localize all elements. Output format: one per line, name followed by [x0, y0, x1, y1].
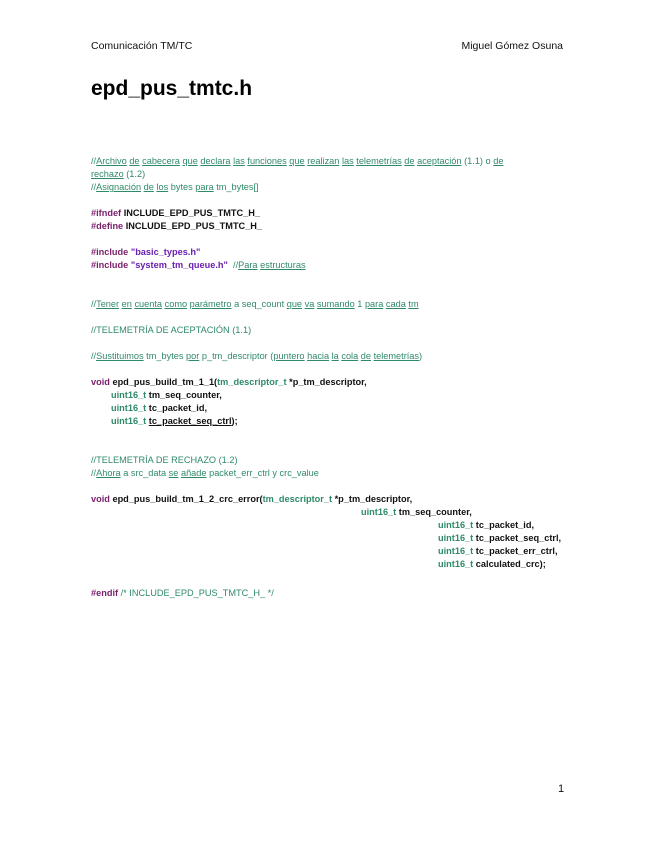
comment-prefix: //: [91, 468, 97, 478]
header-right: Miguel Gómez Osuna: [461, 40, 563, 52]
param-type: uint16_t: [438, 546, 474, 556]
comment-word: que: [289, 156, 305, 166]
comment-text: (1.2): [126, 169, 146, 179]
include-line-2: [91, 259, 306, 272]
param-name: tc_packet_seq_ctrl: [148, 416, 232, 426]
comment-file-description: [91, 155, 503, 168]
page-number: 1: [558, 783, 565, 795]
comment-text: a src_data: [123, 468, 167, 478]
comment-text: bytes: [170, 182, 193, 192]
param-name: calculated_crc);: [475, 559, 546, 569]
guard-name: INCLUDE_EPD_PUS_TMTC_H_: [125, 221, 263, 231]
comment-word: que: [182, 156, 198, 166]
comment-word: para: [195, 182, 214, 192]
param-line: [438, 545, 558, 558]
comment-word: declara: [200, 156, 231, 166]
comment-word: estructuras: [260, 260, 306, 270]
comment-text: p_tm_descriptor (: [201, 351, 274, 361]
param-type: uint16_t: [438, 559, 474, 569]
comment-word: la: [331, 351, 339, 361]
comment-prefix: //: [91, 351, 97, 361]
comment-text: ): [419, 351, 423, 361]
header-left: Comunicación TM/TC: [91, 40, 193, 52]
comment-byte-assignment: [91, 181, 259, 194]
param-type: uint16_t: [111, 390, 147, 400]
comment-text: (1.1) o: [464, 156, 491, 166]
comment-word: funciones: [247, 156, 287, 166]
comment-prefix: //: [91, 156, 97, 166]
comment-word: telemetrías: [356, 156, 402, 166]
include-file: "basic_types.h": [130, 247, 201, 257]
comment-word: va: [304, 299, 315, 309]
param-name: tc_packet_seq_ctrl,: [475, 533, 562, 543]
comment-word: en: [121, 299, 132, 309]
comment-word: puntero: [273, 351, 305, 361]
comment-word: cada: [385, 299, 406, 309]
comment-file-description-cont: [91, 168, 145, 181]
comment-rejection-section: //TELEMETRÍA DE RECHAZO (1.2): [91, 455, 238, 465]
comment-word: de: [404, 156, 415, 166]
comment-word: los: [156, 182, 169, 192]
comment-text: tm_bytes[]: [216, 182, 259, 192]
comment-word: Asignación: [96, 182, 142, 192]
comment-text: tm_bytes: [146, 351, 184, 361]
comment-text: 1: [357, 299, 363, 309]
param-type: tm_descriptor_t: [262, 494, 333, 504]
comment-word: añade: [180, 468, 207, 478]
preprocessor-keyword: #include: [91, 260, 129, 270]
endif-comment: /* INCLUDE_EPD_PUS_TMTC_H_ */: [120, 588, 274, 598]
preprocessor-keyword: #include: [91, 247, 129, 257]
comment-word: Tener: [96, 299, 120, 309]
function-decl-tm-1-2: [91, 493, 412, 506]
param-line: [111, 402, 207, 415]
param-line: [361, 506, 472, 519]
param-line: [438, 519, 534, 532]
comment-prefix: //: [233, 260, 239, 270]
comment-word: de: [360, 351, 371, 361]
param-line: [438, 532, 561, 545]
comment-word: aceptación: [417, 156, 462, 166]
keyword-void: void: [91, 377, 110, 387]
comment-word: cuenta: [134, 299, 163, 309]
comment-seq-count: [91, 298, 419, 311]
param-line: [111, 415, 238, 428]
param-name: tm_seq_counter,: [398, 507, 472, 517]
comment-word: telemetrías: [373, 351, 420, 361]
param-type: uint16_t: [438, 520, 474, 530]
comment-word: sumando: [316, 299, 355, 309]
comment-word: Archivo: [96, 156, 127, 166]
param-type: uint16_t: [361, 507, 397, 517]
comment-prefix: //: [91, 182, 97, 192]
include-line-1: [91, 246, 200, 259]
param-name: tc_packet_id,: [475, 520, 535, 530]
comment-word: realizan: [307, 156, 340, 166]
function-decl-tm-1-1: [91, 376, 367, 389]
comment-word: tm: [408, 299, 419, 309]
comment-substitution: [91, 350, 422, 363]
comment-word: para: [364, 299, 384, 309]
endif-line: [91, 587, 274, 600]
param-type: uint16_t: [438, 533, 474, 543]
param-type: uint16_t: [111, 416, 147, 426]
comment-prefix: //: [91, 299, 97, 309]
comment-text: packet_err_ctrl y crc_value: [209, 468, 319, 478]
comment-word: de: [129, 156, 140, 166]
param-line: [438, 558, 546, 571]
function-name: epd_pus_build_tm_1_2_crc_error(: [112, 494, 263, 504]
comment-src-data: [91, 467, 319, 480]
ifndef-line: [91, 207, 260, 220]
comment-word: cabecera: [142, 156, 180, 166]
param-name: *p_tm_descriptor,: [334, 494, 413, 504]
comment-word: de: [493, 156, 504, 166]
comment-word: que: [286, 299, 303, 309]
preprocessor-keyword: #endif: [91, 588, 119, 598]
include-file: "system_tm_queue.h": [130, 260, 228, 270]
param-type: tm_descriptor_t: [217, 377, 287, 387]
comment-word: por: [186, 351, 200, 361]
page-title: epd_pus_tmtc.h: [91, 77, 253, 100]
statement-end: );: [231, 416, 238, 426]
comment-word: hacia: [307, 351, 330, 361]
comment-word: cola: [341, 351, 359, 361]
preprocessor-keyword: #define: [91, 221, 124, 231]
define-line: [91, 220, 262, 233]
comment-acceptance-section: //TELEMETRÍA DE ACEPTACIÓN (1.1): [91, 325, 252, 335]
comment-text: a seq_count: [234, 299, 285, 309]
preprocessor-keyword: #ifndef: [91, 208, 122, 218]
keyword-void: void: [91, 494, 110, 504]
comment-word: rechazo: [91, 169, 124, 179]
comment-word: Ahora: [96, 468, 121, 478]
param-name: *p_tm_descriptor,: [289, 377, 367, 387]
function-name: epd_pus_build_tm_1_1(: [112, 377, 218, 387]
comment-word: las: [341, 156, 354, 166]
comment-word: de: [143, 182, 154, 192]
comment-word: Para: [238, 260, 258, 270]
comment-word: parámetro: [189, 299, 232, 309]
comment-word: las: [233, 156, 245, 166]
param-name: tm_seq_counter,: [148, 390, 222, 400]
param-type: uint16_t: [111, 403, 147, 413]
comment-word: se: [168, 468, 179, 478]
guard-name: INCLUDE_EPD_PUS_TMTC_H_: [123, 208, 260, 218]
comment-word: Sustituimos: [96, 351, 144, 361]
param-name: tc_packet_id,: [148, 403, 208, 413]
comment-word: como: [164, 299, 188, 309]
param-line: [111, 389, 222, 402]
param-name: tc_packet_err_ctrl,: [475, 546, 558, 556]
